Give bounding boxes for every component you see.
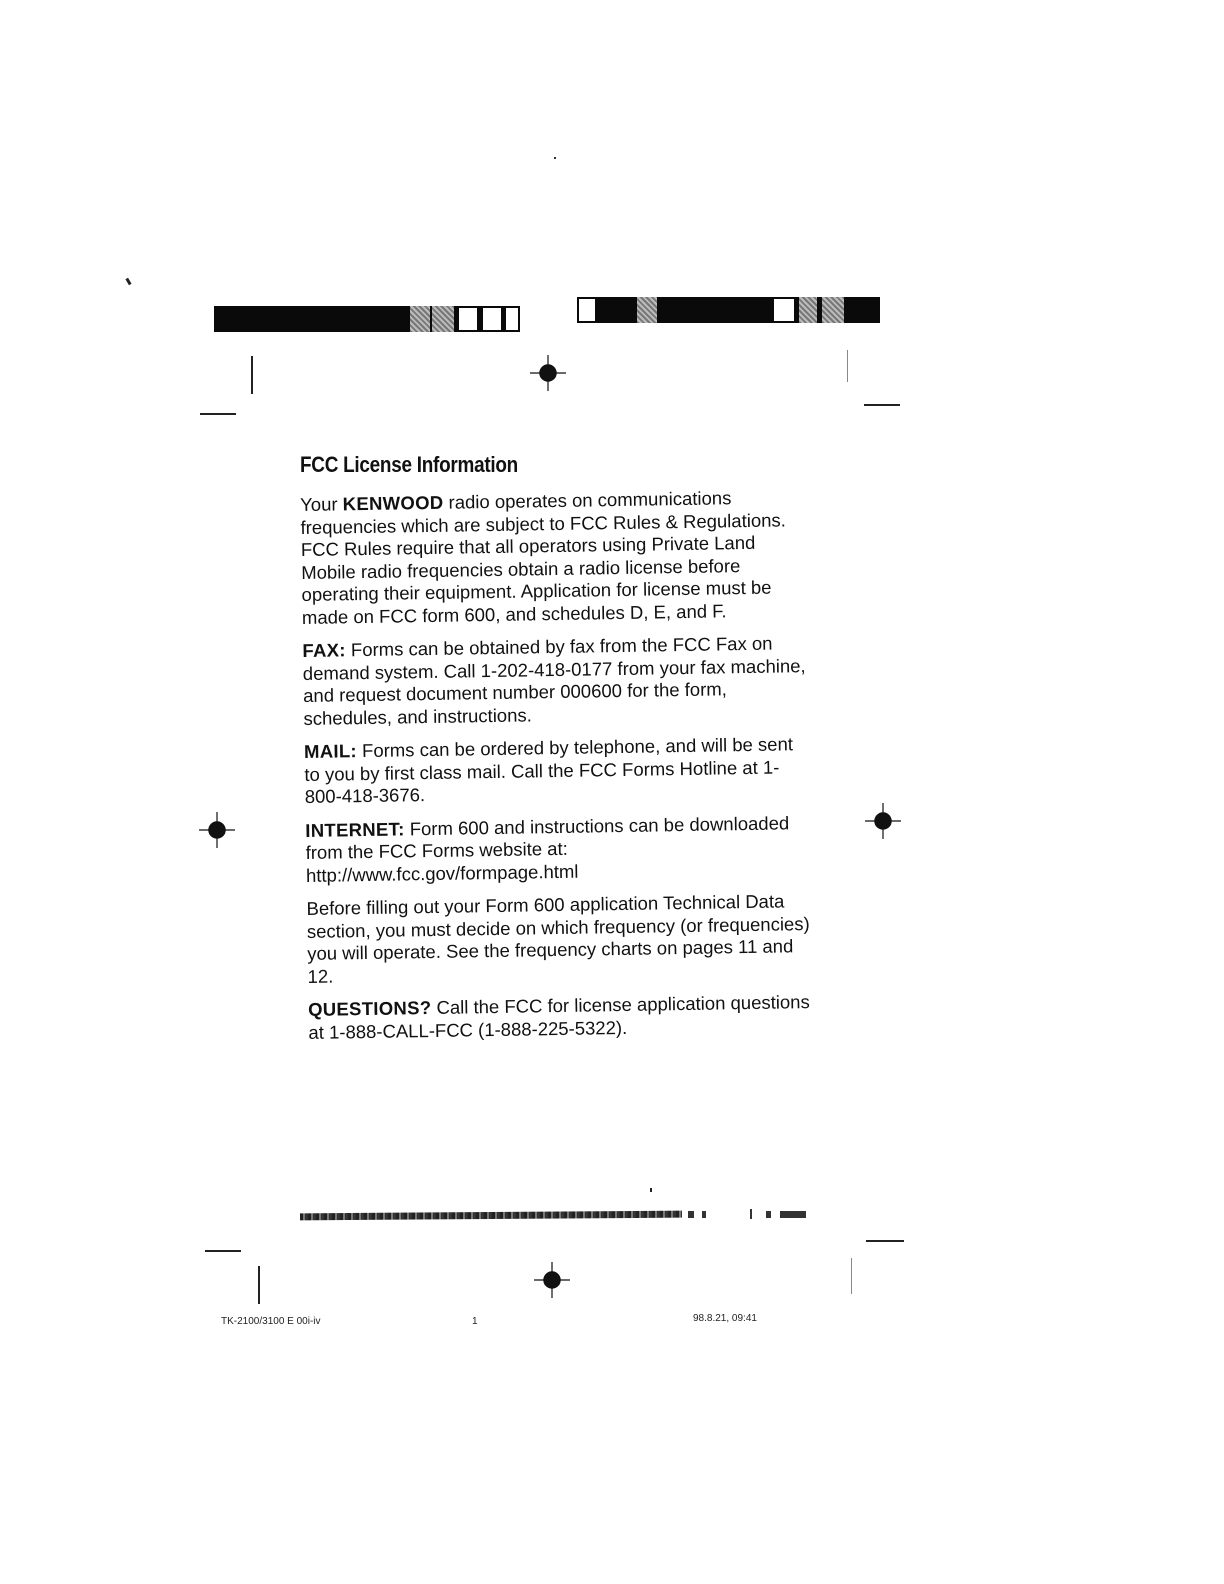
printer-density-mark <box>750 1209 752 1219</box>
license-info-body <box>300 486 814 1055</box>
intro-paragraph <box>300 486 807 629</box>
crop-mark <box>864 404 900 406</box>
printer-density-mark <box>702 1211 706 1218</box>
questions-text: Call the FCC for license application questions at 1-888-CALL-FCC (1-888-225-5322). <box>308 991 810 1043</box>
mail-label: MAIL: <box>303 740 358 762</box>
fax-label: FAX: <box>302 639 346 661</box>
speck <box>125 278 131 286</box>
footer-timestamp: 98.8.21, 09:41 <box>693 1313 757 1324</box>
internet-paragraph <box>305 812 811 887</box>
speck <box>554 157 556 159</box>
printer-color-bar-left <box>214 306 520 332</box>
printer-density-bar <box>300 1211 682 1221</box>
crop-mark <box>205 1250 241 1252</box>
internet-label: INTERNET: <box>305 817 405 841</box>
registration-mark-icon <box>865 803 901 839</box>
crop-mark <box>200 413 236 415</box>
mail-text: Forms can be ordered by telephone, and will be sent to you by first class mail. Call the FCC Forms Hotline at 1-800-418-3676. <box>304 733 794 807</box>
registration-mark-icon <box>534 1262 570 1298</box>
intro-text-before: Your <box>300 493 343 515</box>
page-title: FCC License Information <box>300 452 518 477</box>
crop-mark <box>251 356 253 394</box>
fax-text: Forms can be obtained by fax from the FCC Fax on demand system. Call 1-202-418-0177 from your fax machine, and request document number 000600 for the form, schedules, and instructions. <box>302 632 806 729</box>
intro-text-after: radio operates on communications frequencies which are subject to FCC Rules & Regulations. FCC Rules require that all operators using Private Land Mobile radio frequencies obtain a radio license before operating their equipment. Application for license must be made on FCC form 600, and schedules D, E, and F. <box>300 487 786 628</box>
mail-paragraph <box>304 733 810 808</box>
printer-color-bar-right <box>577 297 880 323</box>
brand-name: KENWOOD <box>342 491 444 515</box>
questions-label: QUESTIONS? <box>307 997 432 1020</box>
internet-text: Form 600 and instructions can be downloaded from the FCC Forms website at: http://www.fcc.gov/formpage.html <box>305 811 790 886</box>
crop-mark <box>258 1266 260 1304</box>
speck <box>650 1188 652 1192</box>
crop-mark <box>847 350 848 382</box>
registration-mark-icon <box>199 812 235 848</box>
printer-density-mark <box>780 1211 806 1218</box>
printer-density-mark <box>766 1211 771 1218</box>
fax-paragraph <box>302 632 808 730</box>
before-filling-paragraph: Before filling out your Form 600 application Technical Data section, you must decide on which frequency (or frequencies) you will operate. See the frequency charts on pages 11 and 12. <box>306 890 810 987</box>
questions-paragraph <box>308 991 814 1044</box>
printer-density-mark <box>688 1211 694 1218</box>
footer-file-name: TK-2100/3100 E 00i-iv <box>221 1316 321 1327</box>
registration-mark-icon <box>530 355 566 391</box>
crop-mark <box>866 1240 904 1242</box>
crop-mark <box>851 1258 852 1294</box>
footer-page-number: 1 <box>472 1316 478 1327</box>
